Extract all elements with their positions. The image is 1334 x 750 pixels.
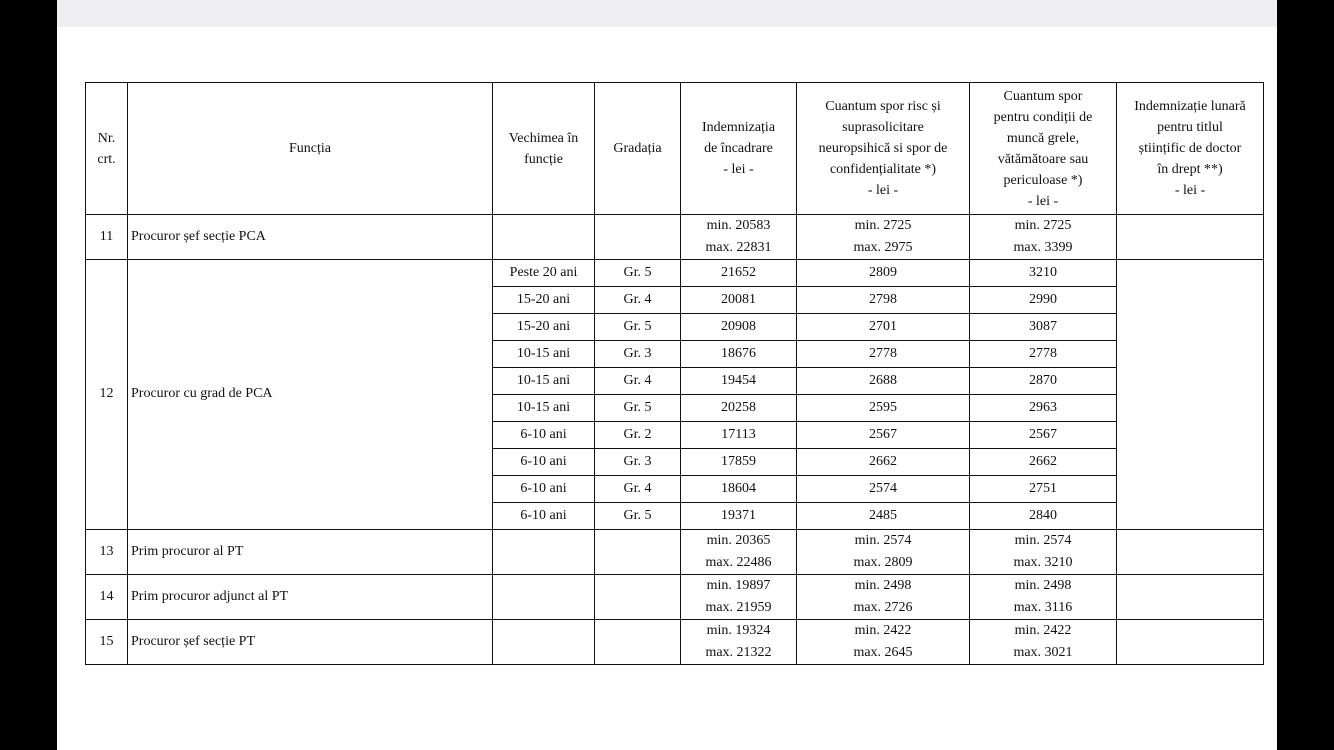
row-vechime — [493, 530, 595, 575]
row-indemnizatie-doctor — [1117, 620, 1264, 665]
row-functia: Procuror cu grad de PCA — [128, 260, 493, 530]
row-vechime — [493, 620, 595, 665]
row-spor-conditii: 2990 — [970, 287, 1117, 314]
row-spor-conditii: 2662 — [970, 449, 1117, 476]
row-spor-risc: min. 2422 max. 2645 — [797, 620, 970, 665]
row-spor-risc: min. 2725 max. 2975 — [797, 215, 970, 260]
row-nr: 13 — [86, 530, 128, 575]
row-indemnizatie-doctor — [1117, 575, 1264, 620]
row-indemnizatia: 19371 — [681, 503, 797, 530]
table-row — [86, 260, 1264, 287]
row-spor-conditii: 2870 — [970, 368, 1117, 395]
row-spor-conditii: 2840 — [970, 503, 1117, 530]
row-gradatie — [595, 530, 681, 575]
row-vechime — [493, 215, 595, 260]
row-gradatie: Gr. 3 — [595, 449, 681, 476]
row-gradatie: Gr. 4 — [595, 368, 681, 395]
row-nr: 14 — [86, 575, 128, 620]
header-gradatia: Gradația — [595, 83, 681, 215]
header-vechimea: Vechimea în funcție — [493, 83, 595, 215]
row-indemnizatia: 20908 — [681, 314, 797, 341]
row-nr: 12 — [86, 260, 128, 530]
row-indemnizatia: 18604 — [681, 476, 797, 503]
row-vechime: 6-10 ani — [493, 422, 595, 449]
row-spor-risc: min. 2574 max. 2809 — [797, 530, 970, 575]
document-page — [57, 0, 1277, 750]
row-spor-risc: 2662 — [797, 449, 970, 476]
row-vechime: 6-10 ani — [493, 476, 595, 503]
row-vechime: 10-15 ani — [493, 395, 595, 422]
row-gradatie — [595, 620, 681, 665]
row-vechime: 6-10 ani — [493, 503, 595, 530]
row-vechime: Peste 20 ani — [493, 260, 595, 287]
row-spor-conditii: min. 2574 max. 3210 — [970, 530, 1117, 575]
row-functia: Prim procuror al PT — [128, 530, 493, 575]
row-gradatie: Gr. 5 — [595, 314, 681, 341]
row-nr: 15 — [86, 620, 128, 665]
row-indemnizatia: 20081 — [681, 287, 797, 314]
row-functia: Prim procuror adjunct al PT — [128, 575, 493, 620]
row-spor-conditii: 2778 — [970, 341, 1117, 368]
row-indemnizatia: min. 20583 max. 22831 — [681, 215, 797, 260]
row-vechime — [493, 575, 595, 620]
row-gradatie: Gr. 2 — [595, 422, 681, 449]
row-indemnizatia: min. 19897 max. 21959 — [681, 575, 797, 620]
row-indemnizatia: 20258 — [681, 395, 797, 422]
row-spor-risc: 2485 — [797, 503, 970, 530]
row-spor-risc: 2595 — [797, 395, 970, 422]
row-indemnizatia: 18676 — [681, 341, 797, 368]
row-spor-risc: 2701 — [797, 314, 970, 341]
row-indemnizatia: min. 19324 max. 21322 — [681, 620, 797, 665]
row-vechime: 10-15 ani — [493, 341, 595, 368]
row-indemnizatia: min. 20365 max. 22486 — [681, 530, 797, 575]
table-row — [86, 620, 1264, 665]
row-functia: Procuror șef secție PT — [128, 620, 493, 665]
salary-table — [85, 82, 1264, 665]
row-spor-conditii: 3087 — [970, 314, 1117, 341]
row-vechime: 10-15 ani — [493, 368, 595, 395]
row-spor-risc: 2567 — [797, 422, 970, 449]
row-gradatie — [595, 575, 681, 620]
row-indemnizatia: 17859 — [681, 449, 797, 476]
header-indemnizatia: Indemnizația de încadrare - lei - — [681, 83, 797, 215]
row-spor-conditii: min. 2725 max. 3399 — [970, 215, 1117, 260]
row-spor-risc: min. 2498 max. 2726 — [797, 575, 970, 620]
header-nr: Nr. crt. — [86, 83, 128, 215]
row-spor-conditii: 3210 — [970, 260, 1117, 287]
table-row — [86, 530, 1264, 575]
table-row — [86, 575, 1264, 620]
row-gradatie: Gr. 5 — [595, 503, 681, 530]
row-indemnizatie-doctor — [1117, 260, 1264, 530]
row-spor-risc: 2778 — [797, 341, 970, 368]
row-spor-risc: 2798 — [797, 287, 970, 314]
row-gradatie — [595, 215, 681, 260]
row-indemnizatia: 21652 — [681, 260, 797, 287]
row-spor-risc: 2574 — [797, 476, 970, 503]
row-spor-conditii: min. 2498 max. 3116 — [970, 575, 1117, 620]
row-vechime: 15-20 ani — [493, 287, 595, 314]
row-vechime: 15-20 ani — [493, 314, 595, 341]
row-indemnizatia: 17113 — [681, 422, 797, 449]
viewer-top-bar — [57, 0, 1277, 27]
table-row — [86, 215, 1264, 260]
header-functia: Funcția — [128, 83, 493, 215]
row-indemnizatie-doctor — [1117, 215, 1264, 260]
row-functia: Procuror șef secție PCA — [128, 215, 493, 260]
row-spor-risc: 2809 — [797, 260, 970, 287]
row-spor-conditii: 2963 — [970, 395, 1117, 422]
row-spor-risc: 2688 — [797, 368, 970, 395]
row-gradatie: Gr. 3 — [595, 341, 681, 368]
header-spor-conditii: Cuantum spor pentru condiții de muncă grele, vătămătoare sau periculoase *) - lei - — [970, 83, 1117, 215]
row-gradatie: Gr. 4 — [595, 287, 681, 314]
row-nr: 11 — [86, 215, 128, 260]
header-indemnizatie-doctor: Indemnizație lunară pentru titlul științific de doctor în drept **) - lei - — [1117, 83, 1264, 215]
row-spor-conditii: min. 2422 max. 3021 — [970, 620, 1117, 665]
row-gradatie: Gr. 5 — [595, 260, 681, 287]
header-spor-risc: Cuantum spor risc și suprasolicitare neuropsihică si spor de confidențialitate *) - lei - — [797, 83, 970, 215]
row-spor-conditii: 2567 — [970, 422, 1117, 449]
row-spor-conditii: 2751 — [970, 476, 1117, 503]
row-vechime: 6-10 ani — [493, 449, 595, 476]
row-gradatie: Gr. 5 — [595, 395, 681, 422]
header-row — [86, 83, 1264, 215]
row-gradatie: Gr. 4 — [595, 476, 681, 503]
row-indemnizatie-doctor — [1117, 530, 1264, 575]
row-indemnizatia: 19454 — [681, 368, 797, 395]
